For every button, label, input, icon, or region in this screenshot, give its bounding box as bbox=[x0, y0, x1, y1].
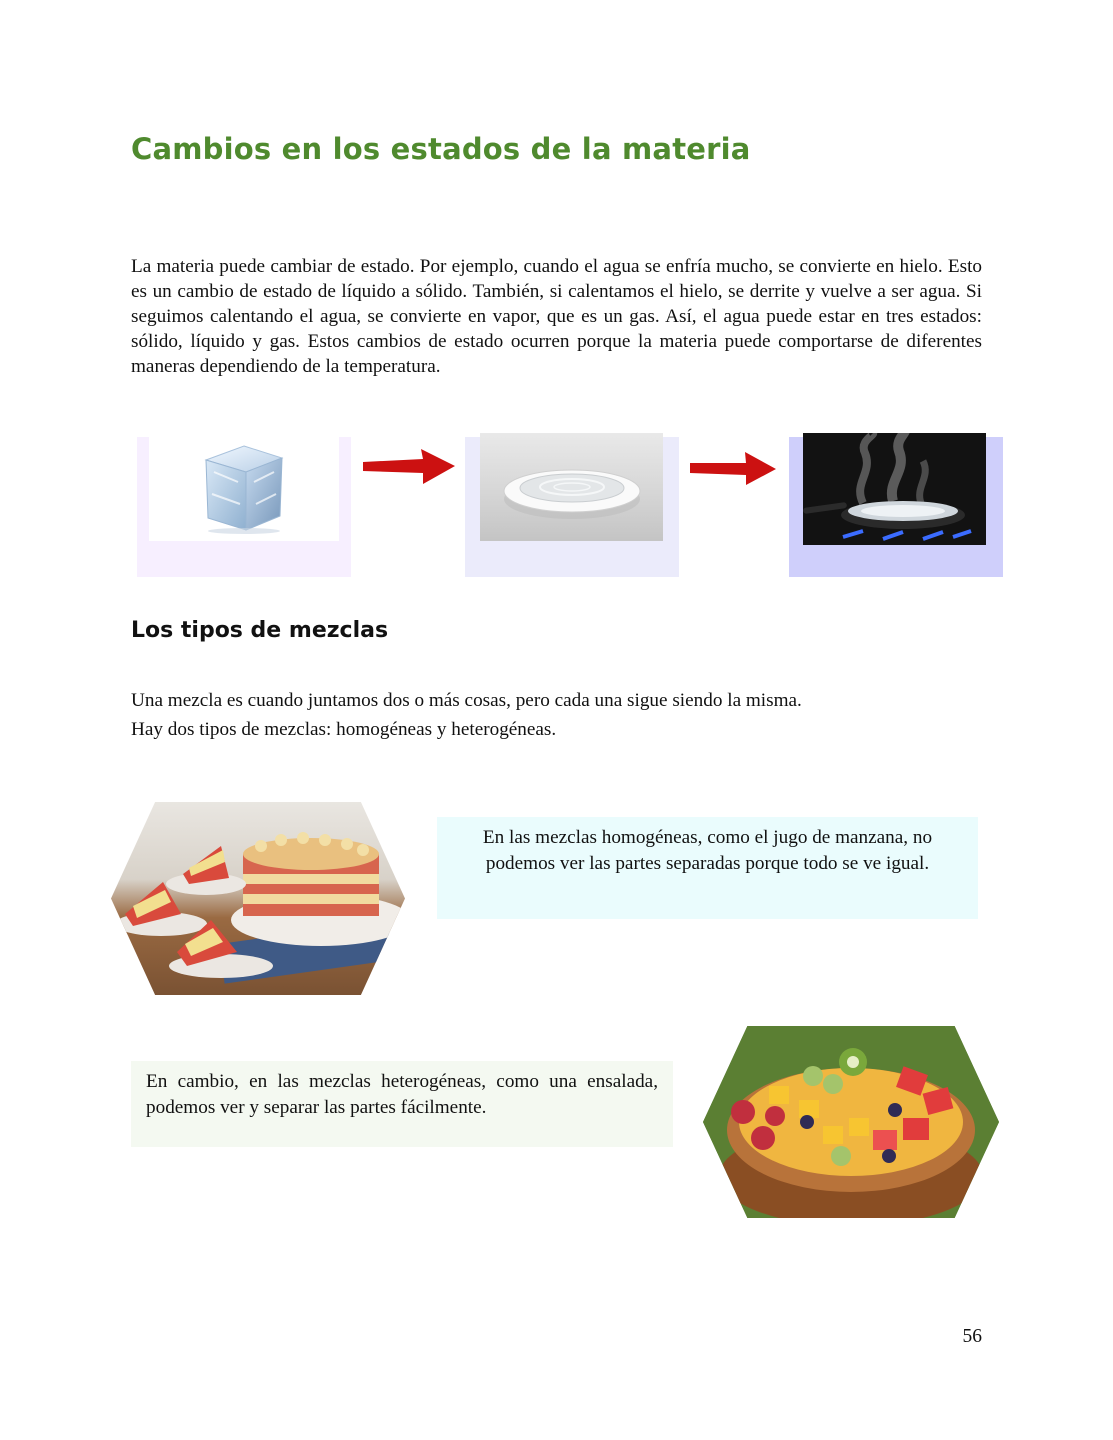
solid-panel bbox=[137, 437, 351, 577]
arrow-right-icon bbox=[688, 450, 778, 488]
fruit-salad-image bbox=[703, 1026, 999, 1218]
mixtures-line-2: Hay dos tipos de mezclas: homogéneas y heterogéneas. bbox=[131, 719, 557, 740]
page-number: 56 bbox=[962, 1326, 982, 1347]
page-title: Cambios en los estados de la materia bbox=[131, 132, 751, 166]
homogeneous-text: En las mezclas homogéneas, como el jugo de manzana, no podemos ver las partes separadas porque todo se ve igual. bbox=[482, 827, 933, 874]
intro-paragraph: La materia puede cambiar de estado. Por ejemplo, cuando el agua se enfría mucho, se convierte en hielo. Esto es un cambio de estado de líquido a sólido. También, si calentamos el hielo, se derrite y vuelve a ser agua. Si seguimos calentando el agua, se convierte en vapor, que es un gas. Así, el agua puede estar en tres estados: sólido, líquido y gas. Estos cambios de estado ocurren porque la materia puede comportarse de diferentes maneras dependiendo de la temperatura. bbox=[131, 256, 982, 377]
ice-cube-image bbox=[200, 442, 288, 534]
water-plate-image bbox=[480, 433, 663, 541]
boiling-pan-image bbox=[803, 433, 986, 545]
mixtures-line-1: Una mezcla es cuando juntamos dos o más cosas, pero cada una sigue siendo la misma. bbox=[131, 690, 802, 711]
liquid-panel bbox=[465, 437, 679, 577]
cake-image bbox=[111, 802, 405, 995]
homogeneous-box bbox=[437, 817, 978, 919]
gas-panel bbox=[789, 437, 1003, 577]
mixtures-heading: Los tipos de mezclas bbox=[131, 618, 389, 643]
arrow-right-icon bbox=[361, 448, 457, 486]
heterogeneous-box bbox=[131, 1061, 673, 1147]
heterogeneous-text: En cambio, en las mezclas heterogéneas, como una ensalada, podemos ver y separar las partes fácilmente. bbox=[146, 1071, 658, 1118]
